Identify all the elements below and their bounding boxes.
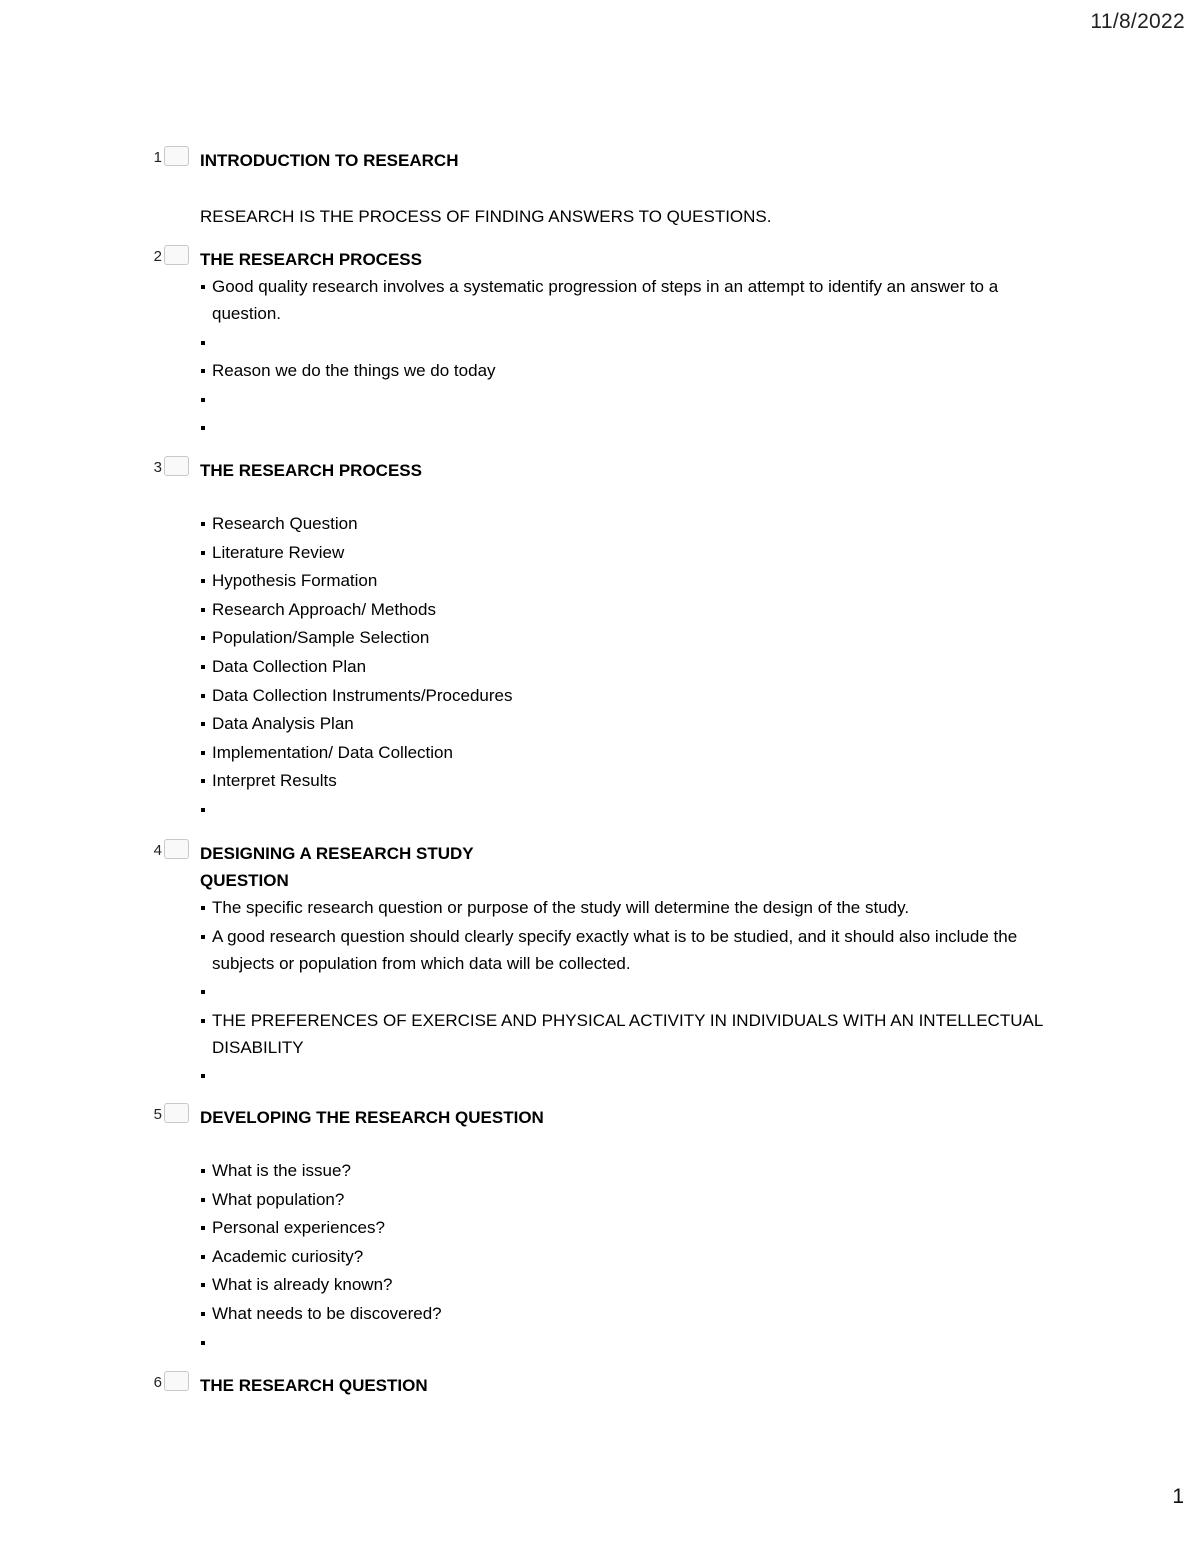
list-item: Research Approach/ Methods: [200, 596, 1060, 623]
slide-thumbnail-checkbox[interactable]: [164, 1103, 189, 1123]
list-item: [200, 1329, 1060, 1356]
slide-header: [148, 1103, 1068, 1129]
slide-1: [148, 146, 1068, 226]
list-item: Personal experiences?: [200, 1214, 1060, 1241]
list-item: Data Collection Instruments/Procedures: [200, 682, 1060, 709]
list-item: A good research question should clearly specify exactly what is to be studied, and it should also include the subjects or population from which data will be collected.: [200, 923, 1060, 977]
slide-5: [148, 1103, 1068, 1323]
slide-title: DEVELOPING THE RESEARCH QUESTION: [200, 1108, 544, 1127]
slide-header: [148, 245, 1068, 271]
slide-title: THE RESEARCH PROCESS: [200, 250, 422, 269]
list-item: Hypothesis Formation: [200, 567, 1060, 594]
slide-2: [148, 245, 1068, 381]
list-item: Good quality research involves a systematic progression of steps in an attempt to identify an answer to a question.: [200, 273, 1060, 327]
list-item: [200, 1062, 1060, 1089]
list-item: Population/Sample Selection: [200, 624, 1060, 651]
slide-number: 1: [153, 149, 162, 166]
list-item: Research Question: [200, 510, 1060, 537]
list-item: What population?: [200, 1186, 1060, 1213]
slide-3: [148, 456, 1068, 791]
slide-thumbnail-checkbox[interactable]: [164, 1371, 189, 1391]
slide-title: THE RESEARCH PROCESS: [200, 461, 422, 480]
slide-thumbnail-checkbox[interactable]: [164, 839, 189, 859]
slide-thumbnail-checkbox[interactable]: [164, 456, 189, 476]
bullet-list: [200, 510, 1060, 825]
list-item: The specific research question or purpose of the study will determine the design of the study.: [200, 894, 1060, 921]
list-item: Academic curiosity?: [200, 1243, 1060, 1270]
print-date: 11/8/2022: [1090, 10, 1185, 33]
slide-number: 6: [153, 1374, 162, 1391]
slide-header: [148, 839, 1068, 890]
slide-4: [148, 839, 1068, 1057]
slide-text: RESEARCH IS THE PROCESS OF FINDING ANSWERS TO QUESTIONS.: [200, 207, 772, 226]
list-item: Implementation/ Data Collection: [200, 739, 1060, 766]
slide-thumbnail-checkbox[interactable]: [164, 245, 189, 265]
list-item: [200, 329, 1060, 356]
slide-thumbnail-checkbox[interactable]: [164, 146, 189, 166]
slide-header: [148, 456, 1068, 482]
slide-title: DESIGNING A RESEARCH STUDY QUESTION: [200, 844, 474, 890]
list-item: Literature Review: [200, 539, 1060, 566]
slide-header: [148, 146, 1068, 172]
list-item: What is already known?: [200, 1271, 1060, 1298]
slide-title: THE RESEARCH QUESTION: [200, 1376, 428, 1395]
list-item: [200, 978, 1060, 1005]
slide-6: [148, 1371, 1068, 1397]
list-item: Interpret Results: [200, 767, 1060, 794]
slide-number: 4: [153, 842, 162, 859]
list-item: Data Analysis Plan: [200, 710, 1060, 737]
page-number: 1: [1172, 1485, 1184, 1508]
slide-number: 3: [153, 459, 162, 476]
list-item: [200, 386, 1060, 413]
bullet-list: [200, 1157, 1060, 1357]
list-item: THE PREFERENCES OF EXERCISE AND PHYSICAL ACTIVITY IN INDIVIDUALS WITH AN INTELLECTUAL DISABILITY: [200, 1007, 1060, 1061]
list-item: What needs to be discovered?: [200, 1300, 1060, 1327]
slide-title: INTRODUCTION TO RESEARCH: [200, 151, 459, 170]
list-item: What is the issue?: [200, 1157, 1060, 1184]
bullet-list: [200, 273, 1060, 443]
slide-header: [148, 1371, 1068, 1397]
list-item: [200, 414, 1060, 441]
slide-number: 5: [153, 1106, 162, 1123]
bullet-list: [200, 894, 1060, 1091]
list-item: Reason we do the things we do today: [200, 357, 1060, 384]
list-item: Data Collection Plan: [200, 653, 1060, 680]
list-item: [200, 796, 1060, 823]
slide-number: 2: [153, 248, 162, 265]
